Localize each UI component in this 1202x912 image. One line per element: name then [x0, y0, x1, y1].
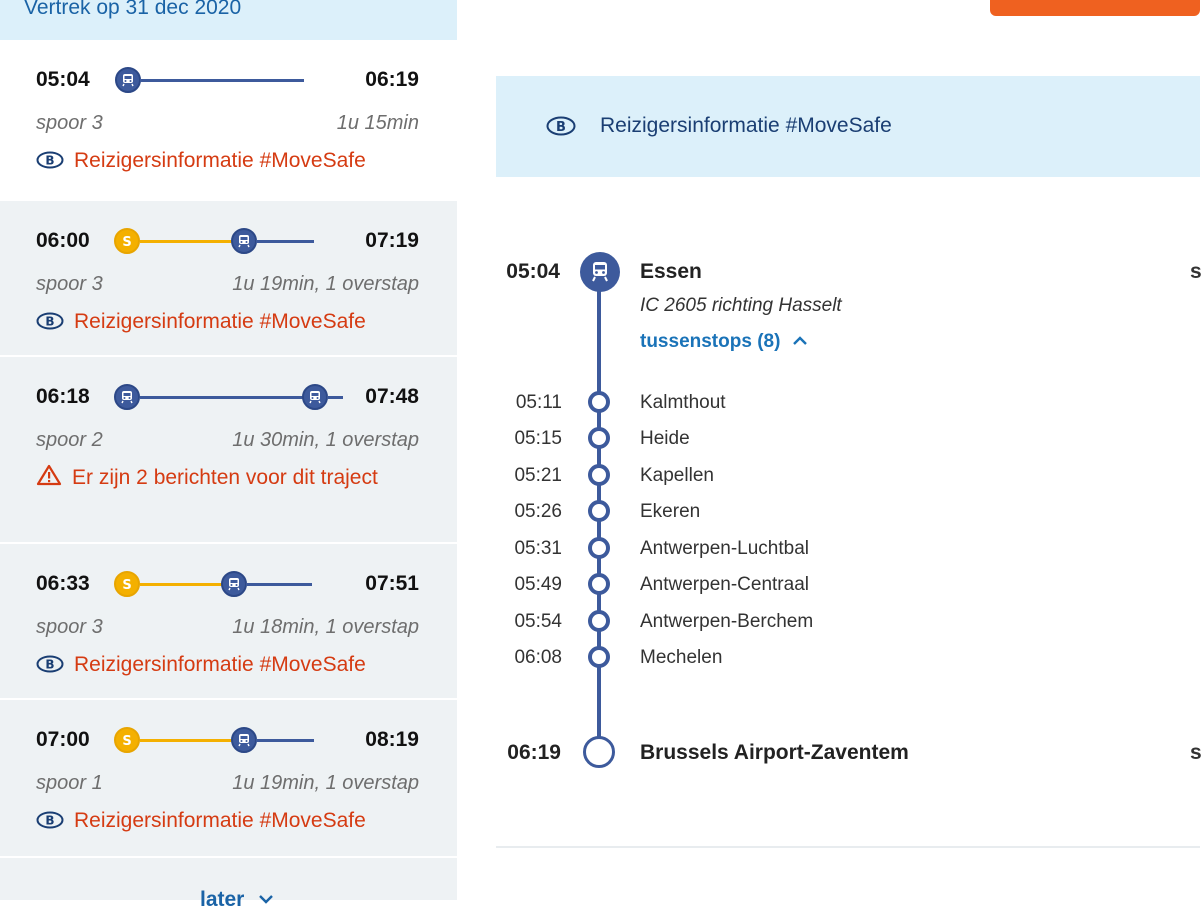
trip-platform: spoor 1	[36, 772, 103, 794]
trip-message-text: Reizigersinformatie #MoveSafe	[74, 653, 366, 676]
trip-duration: 1u 15min	[336, 112, 419, 134]
primary-action-button[interactable]	[990, 0, 1200, 16]
trip-message[interactable]	[36, 307, 406, 339]
stop-station: Kapellen	[640, 465, 714, 486]
trip-segment-train	[327, 396, 343, 399]
trip-arrival-time: 07:48	[365, 385, 419, 408]
trip-departure-time: 06:00	[36, 229, 90, 252]
chevron-down-icon	[258, 894, 274, 904]
stop-time: 05:54	[514, 611, 562, 632]
stop-station: Antwerpen-Luchtbal	[640, 538, 809, 559]
trip-arrival-time: 08:19	[365, 728, 419, 751]
trip-card[interactable]	[0, 542, 457, 698]
trip-message-text: Reizigersinformatie #MoveSafe	[74, 149, 366, 172]
stop-time: 05:21	[514, 465, 562, 486]
trip-segment-walk	[140, 583, 222, 586]
destination-dot	[583, 736, 615, 768]
trip-departure-time: 06:18	[36, 385, 90, 408]
svg-text:S: S	[122, 734, 132, 749]
trip-segment-walk	[140, 240, 232, 243]
train-icon	[221, 571, 247, 597]
later-label: later	[200, 888, 245, 911]
train-icon	[231, 727, 257, 753]
trip-card-selected[interactable]	[0, 40, 457, 199]
trip-card[interactable]	[0, 698, 457, 856]
trip-card[interactable]	[0, 355, 457, 542]
stop-time: 05:15	[514, 428, 562, 449]
svg-text:B: B	[556, 120, 566, 135]
stop-dot	[588, 391, 610, 413]
sncb-logo-icon	[36, 309, 64, 339]
trip-message[interactable]	[36, 650, 406, 682]
svg-text:B: B	[45, 153, 55, 168]
trip-duration: 1u 18min, 1 overstap	[232, 616, 419, 638]
traveler-info-banner[interactable]	[496, 76, 1200, 177]
train-icon	[115, 67, 141, 93]
trip-segment-train	[140, 396, 304, 399]
stop-station: Ekeren	[640, 501, 701, 522]
stop-dot	[588, 537, 610, 559]
trip-arrival-time: 07:51	[365, 572, 419, 595]
trip-message[interactable]	[36, 806, 406, 838]
trip-platform: spoor 2	[36, 429, 103, 451]
stop-time: 05:31	[514, 538, 562, 559]
svg-text:B: B	[45, 813, 55, 828]
trip-duration: 1u 19min, 1 overstap	[232, 772, 419, 794]
train-icon	[231, 228, 257, 254]
transfer-icon	[114, 228, 140, 254]
platform-label-cut: s	[1190, 260, 1202, 283]
stop-dot	[588, 610, 610, 632]
trip-card[interactable]	[0, 199, 457, 355]
stop-dot	[588, 646, 610, 668]
trip-duration: 1u 19min, 1 overstap	[232, 273, 419, 295]
stop-station: Kalmthout	[640, 392, 726, 413]
sncb-logo-icon	[36, 148, 64, 178]
transfer-icon	[114, 727, 140, 753]
later-button[interactable]	[0, 856, 457, 911]
sncb-logo-icon	[546, 116, 576, 141]
train-icon	[114, 384, 140, 410]
intermediate-stops-toggle[interactable]	[640, 331, 808, 353]
trip-departure-time: 05:04	[36, 68, 90, 91]
trip-departure-time: 07:00	[36, 728, 90, 751]
stop-dot	[588, 464, 610, 486]
stop-time: 05:11	[515, 392, 562, 413]
stop-station: Antwerpen-Centraal	[640, 574, 809, 595]
transfer-icon	[114, 571, 140, 597]
divider	[496, 846, 1200, 848]
traveler-info-text: Reizigersinformatie #MoveSafe	[600, 114, 892, 137]
warning-icon	[36, 464, 62, 495]
trip-segment-train	[140, 79, 304, 82]
trip-message-text: Reizigersinformatie #MoveSafe	[74, 809, 366, 832]
end-time: 06:19	[507, 741, 561, 764]
sncb-logo-icon	[36, 808, 64, 838]
trip-departure-time: 06:33	[36, 572, 90, 595]
svg-text:B: B	[45, 657, 55, 672]
stop-dot	[588, 573, 610, 595]
svg-text:S: S	[122, 578, 132, 593]
platform-label-cut: s	[1190, 741, 1202, 764]
trip-list	[0, 0, 457, 911]
sncb-logo-icon	[36, 652, 64, 682]
train-icon	[580, 252, 620, 292]
trip-message[interactable]	[36, 463, 406, 495]
trip-platform: spoor 3	[36, 273, 103, 295]
trip-segment-train	[256, 240, 314, 243]
intermediate-stops-label: tussenstops (8)	[640, 331, 781, 352]
stop-dot	[588, 427, 610, 449]
stop-time: 05:26	[514, 501, 562, 522]
departure-header	[0, 0, 457, 40]
stop-time: 05:49	[514, 574, 562, 595]
stop-dot	[588, 500, 610, 522]
trip-duration: 1u 30min, 1 overstap	[232, 429, 419, 451]
stop-time: 06:08	[514, 647, 562, 668]
trip-platform: spoor 3	[36, 616, 103, 638]
trip-arrival-time: 06:19	[365, 68, 419, 91]
trip-segment-train	[256, 739, 314, 742]
trip-segment-train	[246, 583, 312, 586]
svg-text:S: S	[122, 235, 132, 250]
service-description: IC 2605 richting Hasselt	[640, 295, 842, 316]
end-station: Brussels Airport-Zaventem	[640, 741, 909, 764]
start-station: Essen	[640, 260, 702, 283]
trip-arrival-time: 07:19	[365, 229, 419, 252]
stop-station: Heide	[640, 428, 690, 449]
trip-message-text: Er zijn 2 berichten voor dit traject	[72, 466, 378, 489]
svg-text:B: B	[45, 314, 55, 329]
start-time: 05:04	[506, 260, 560, 283]
stop-station: Mechelen	[640, 647, 723, 668]
trip-message[interactable]	[36, 146, 406, 178]
trip-message-text: Reizigersinformatie #MoveSafe	[74, 310, 366, 333]
departure-date-label: Vertrek op 31 dec 2020	[24, 0, 242, 19]
train-icon	[302, 384, 328, 410]
trip-segment-walk	[140, 739, 232, 742]
stop-station: Antwerpen-Berchem	[640, 611, 814, 632]
chevron-up-icon	[792, 336, 808, 346]
trip-platform: spoor 3	[36, 112, 103, 134]
